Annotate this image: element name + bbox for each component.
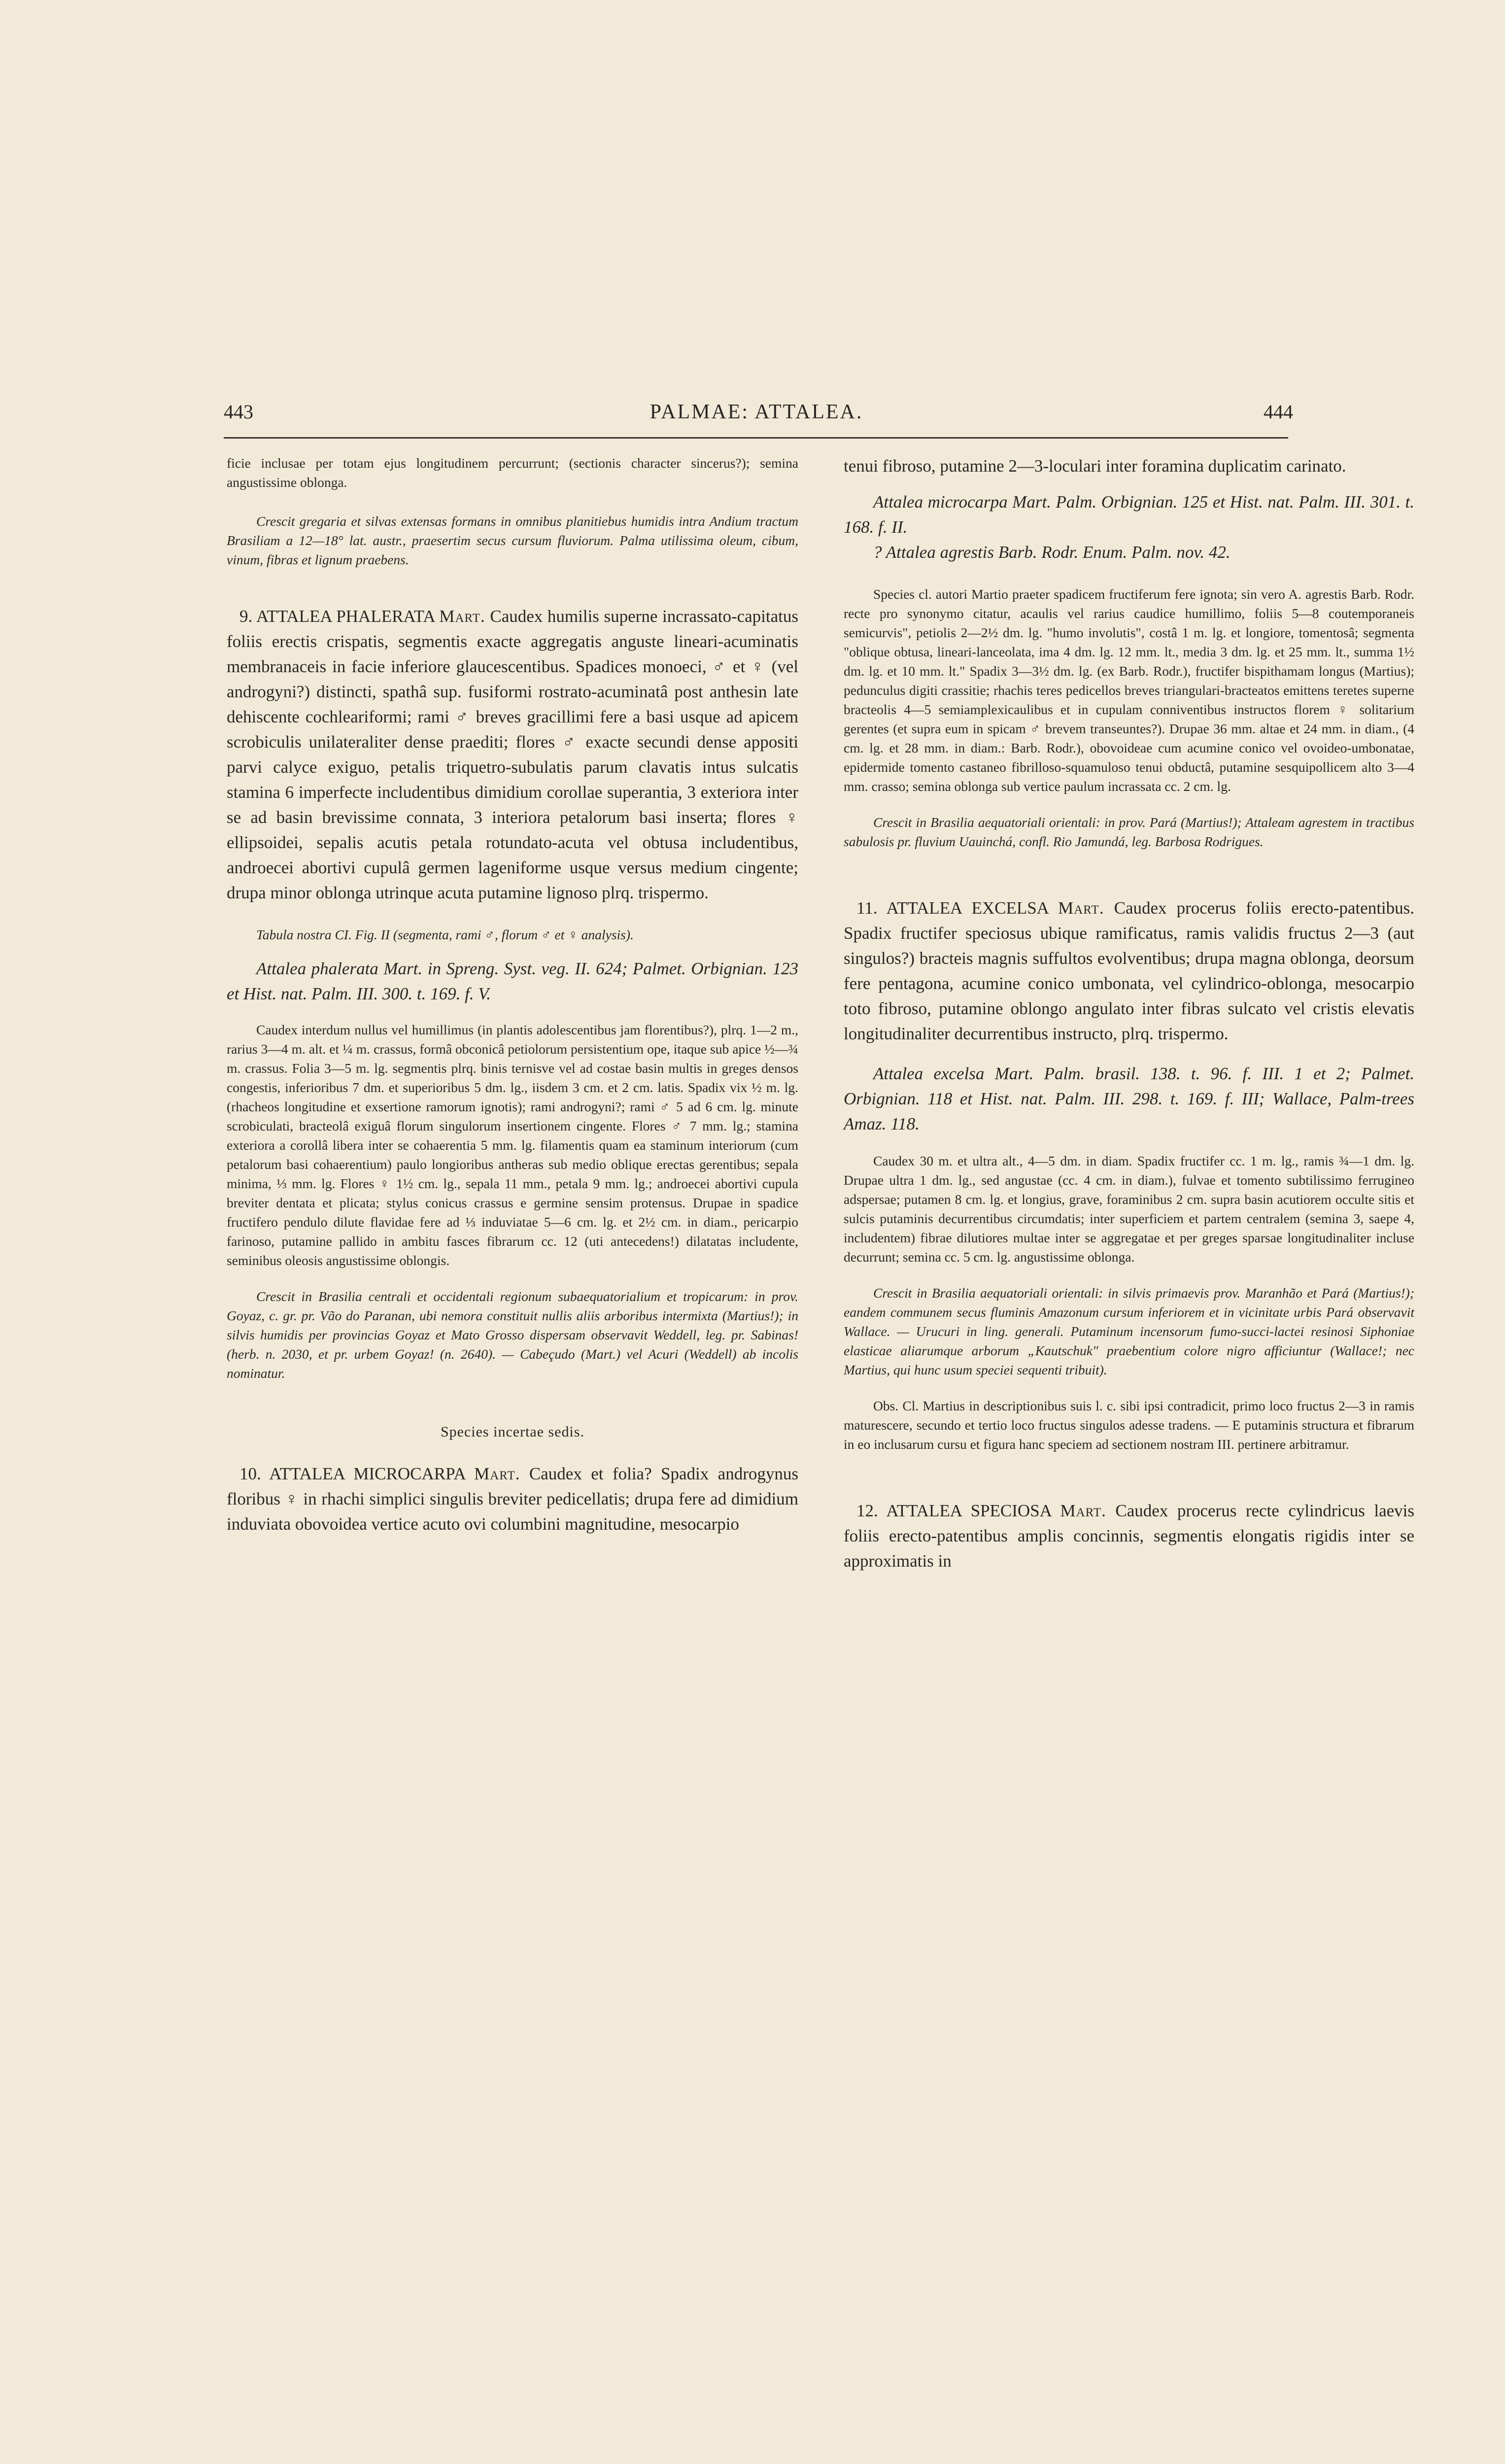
incertae-sedis-heading: Species incertae sedis. [440, 1424, 585, 1440]
species-9-author: Mart. [439, 607, 485, 626]
species-11-text: Caudex procerus foliis erecto-patentibus. Spadix fructifer speciosus ubique ramificatus, ramis validis fructus 2—3 (aut singulos?) bracteis magnis suffultos evolventibus; drupa magna oblonga, deorsum fere pentagona, acumine conico umbonata, vel cylindrico-oblonga, mesocarpio toto fibroso, putamine oblongo angulato inter fibras sulcato vel cristis elevatis longitudinaliter decurrentibus instructo, plrq. trispermo. [844, 898, 1415, 1043]
species-10-citation: Attalea microcarpa Mart. Palm. Orbignian. 125 et Hist. nat. Palm. III. 301. t. 168. f. II. [844, 492, 1414, 537]
continuation-paragraph: ficie inclusae per totam ejus longitudinem percurrunt; (sectionis character sincerus?); semina angustissime oblonga. [227, 455, 798, 490]
running-header [215, 400, 1298, 435]
right-column [844, 453, 1414, 1574]
species-11-author: Mart. [1058, 898, 1104, 918]
species-9-diagnosis [227, 604, 798, 905]
header-rule [224, 437, 1288, 439]
species-10-name: 10. ATTALEA MICROCARPA [239, 1464, 465, 1483]
species-11-diagnosis [844, 895, 1414, 1046]
species-9-description: Caudex interdum nullus vel humillimus (in plantis adolescentibus jam florentibus?), plrq. 1—2 m., rarius 3—4 m. alt. et ¼ m. crassus, formâ obconicâ petiolorum persistentium ope, itaque sub apice ½—¾ m. crassus. Folia 3—5 m. lg. segmentis plrq. binis ternisve vel ad costae basin multis in greges densos congestis, inferioribus 7 dm. et superioribus 5 dm. lg., iisdem 3 cm. et 2 cm. latis. Spadix vix ½ m. lg. (rhacheos longitudine et exsertione ramorum ignotis); rami androgyni?; rami ♂ 5 ad 6 cm. lg. minute scrobiculati, bracteolâ exiguâ florum singulorum insertionem cingente. Flores ♂ 7 mm. lg.; stamina exteriora a corollâ libera inter se cohaerentia 5 mm. lg. filamentis quam ea staminum interiorum (cum petalorum basi cohaerentium) paulo longioribus antheras sub medio oblique erectas gerentibus; sepala minima, ⅓ mm. lg. Flores ♀ 1½ cm. lg., sepala 11 mm., petala 9 mm. lg.; androecei abortivi cupula breviter dentata et plicata; stylus conicus crassus e germine sensim protensus. Drupae in spadice fructifero pendulo dilute flavidae fere ad ⅓ induviatae 5—6 cm. lg. et 2½ cm. in diam., pericarpio farinoso, putamine pallido in ambitu fasces fibrarum cc. 12 (uti antecedens!) dilatatas includente, seminibus oleosis angustissime oblongis. [227, 1022, 798, 1268]
species-12-author: Mart. [1060, 1501, 1106, 1520]
species-10-continuation: tenui fibroso, putamine 2—3-loculari inter foramina duplicatim carinato. [844, 456, 1346, 476]
species-10-author: Mart. [474, 1464, 520, 1483]
page-number-left: 443 [224, 401, 253, 423]
distribution-paragraph: Crescit gregaria et silvas extensas formans in omnibus planitiebus humidis intra Andium tractum Brasiliam a 12—18° lat. austr., praesertim secus cursum fluviorum. Palma utilissima oleum, cibum, vinum, fibras et lignum praebens. [227, 513, 798, 567]
plate-reference: Tabula nostra CI. Fig. II (segmenta, rami ♂, florum ♂ et ♀ analysis). [256, 927, 634, 942]
observation-note: Obs. Cl. Martius in descriptionibus suis l. c. sibi ipsi contradicit, primo loco fructus 2—3 in ramis maturescere, secundo et tertio loco fructus singulos adesse tradens. — E putaminis structura et fibrarum in eo inclusarum cursu et figura hanc speciem ad sectionem nostram III. pertinere arbitramur. [844, 1398, 1414, 1452]
left-column [227, 453, 798, 1537]
species-10-description: Species cl. autori Martio praeter spadicem fructiferum fere ignota; sin vero A. agrestis Barb. Rodr. recte pro synonymo citatur, acaulis vel rarius caudice humillimo, foliis 5—8 coutemporaneis semicurvis", petiolis 2—2½ dm. lg. "humo involutis", costâ 1 m. lg. et longiore, tomentosâ; segmenta "oblique obtusa, lineari-lanceolata, ima 4 dm. lg. 12 mm. lt., media 3 dm. lg. et 25 mm. lt., summa 1½ dm. lg. et 10 mm. lt." Spadix 3—3½ dm. lg. (ex Barb. Rodr.), fructifer bispithamam longus (Martius); pedunculus digiti crassitie; rhachis teres pedicellos breves triangulari-bracteatos emittens teretes superne bracteolis 4—5 semiamplexicaulibus et in cupulam conniventibus instructos florem ♀ solitarium gerentes (et supra eum in spicam ♂ brevem transeuntes?). Drupae 36 mm. altae et 24 mm. in diam., (4 cm. lg. et 28 mm. in diam.: Barb. Rodr.), obovoideae cum acumine conico vel ovoideo-umbonatae, epidermide tomento castaneo fibrilloso-squamuloso tenui obductâ, putamine sesquipollicem alto 3—4 mm. crasso; semina oblonga sub vertice paulum incrassata cc. 2 cm. lg. [844, 586, 1414, 794]
species-12-text: Caudex procerus recte cylindricus laevis foliis erecto-patentibus amplis concinnis, segmentis elongatis rigidis inter se approximatis in [844, 1501, 1414, 1571]
species-11-description: Caudex 30 m. et ultra alt., 4—5 dm. in diam. Spadix fructifer cc. 1 m. lg., ramis ¾—1 dm. lg. Drupae ultra 1 dm. lg., sed angustae (cc. 4 cm. in diam.), fulvae et tomento subtilissimo ferrugineo adspersae; putamen 8 cm. lg. et longius, grave, foraminibus 2 cm. supra basin acutiorem occulte sitis et sulcis putaminis decurrentibus circumdatis; inter superficiem et partem centralem (semina 3, saepe 4, includentem) fibrae dilutiores multae inter se aggregatae et per greges sparsae longitudinaliter incluse decurrunt; semina cc. 5 cm. lg. angustissime oblonga. [844, 1153, 1414, 1265]
species-10-distribution: Crescit in Brasilia aequatoriali orientali: in prov. Pará (Martius!); Attaleam agrestem in tractibus sabulosis pr. fluvium Uauinchá, confl. Rio Jamundá, leg. Barbosa Rodrigues. [844, 815, 1414, 849]
species-9-citation: Attalea phalerata Mart. in Spreng. Syst. veg. II. 624; Palmet. Orbignian. 123 et Hist. nat. Palm. III. 300. t. 169. f. V. [227, 959, 798, 1003]
species-11-distribution: Crescit in Brasilia aequatoriali orientali: in silvis primaevis prov. Maranhão et Pará (Martius!); eandem communem secus fluminis Amazonum cursum inferiorem et in vicinitate urbis Pará observavit Wallace. — Urucuri in ling. generali. Putaminum incensorum fumo-succi-lactei resinosi Siphoniae elasticae aliarumque arborum „Kautschuk" praebentium colore nigro afficiuntur (Wallace!; nec Martius, qui hunc usum speciei sequenti tribuit). [844, 1285, 1414, 1377]
species-12-diagnosis [844, 1498, 1414, 1574]
species-10-diagnosis [227, 1461, 798, 1537]
species-10-text: Caudex et folia? Spadix androgynus floribus ♀ in rhachi simplici singulis breviter pedicellatis; drupa fere ad dimidium induviata obovoidea vertice acuto ovi columbini magnitudine, mesocarpio [227, 1464, 798, 1534]
species-11-citation: Attalea excelsa Mart. Palm. brasil. 138. t. 96. f. III. 1 et 2; Palmet. Orbignian. 118 et Hist. nat. Palm. III. 298. t. 169. f. III; Wallace, Palm-trees Amaz. 118. [844, 1064, 1414, 1133]
species-12-name: 12. ATTALEA SPECIOSA [856, 1501, 1051, 1520]
species-9-distribution: Crescit in Brasilia centrali et occidentali regionum subaequatorialium et tropicarum: in prov. Goyaz, c. gr. pr. Vão do Paranan, ubi nemora constituit nullis aliis arboribus intermixta (Martius!); in silvis humidis per provincias Goyaz et Mato Grosso dispersam observavit Weddell, leg. pr. Sabinas! (herb. n. 2030, et pr. urbem Goyaz! (n. 2640). — Cabeçudo (Mart.) vel Acuri (Weddell) ab incolis nominatur. [227, 1289, 798, 1381]
species-10-synonym: ? Attalea agrestis Barb. Rodr. Enum. Palm. nov. 42. [873, 543, 1231, 562]
page-number-right: 444 [1264, 401, 1293, 423]
species-9-text: Caudex humilis superne incrassato-capitatus foliis erectis crispatis, segmentis exacte aggregatis anguste lineari-acuminatis membranaceis in facie inferiore glaucescentibus. Spadices monoeci, ♂ et ♀ (vel androgyni?) distincti, spathâ sup. fusiformi rostrato-acuminatâ post anthesin late dehiscente cochleariformi; rami ♂ breves gracillimi fere a basi usque ad apicem scrobiculis unilateraliter dense praediti; flores ♂ exacte secundi dense appositi parvi calyce exiguo, petalis triquetro-subulatis parum clavatis intus sulcatis stamina 6 imperfecte includentibus dimidium corollae superantia, 3 exteriora inter se ad basin brevissime connata, 3 interiora petalorum basi inserta; flores ♀ ellipsoidei, sepalis acutis petala rotundato-acuta vel obtusa includentibus, androecei abortivi cupulâ germen lageniforme usque versus medium cingente; drupa minor oblonga utrinque acuta putamine lignoso plrq. trispermo. [227, 607, 798, 902]
species-11-name: 11. ATTALEA EXCELSA [856, 898, 1049, 918]
running-title: PALMAE: ATTALEA. [650, 401, 863, 423]
species-9-name: 9. ATTALEA PHALERATA [239, 607, 435, 626]
